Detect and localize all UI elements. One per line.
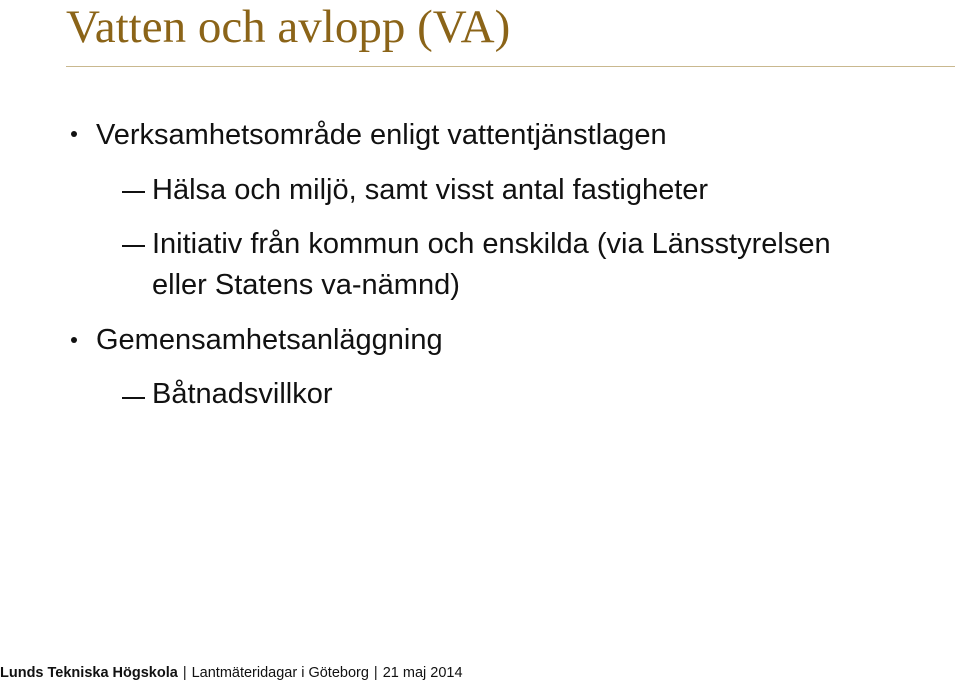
sub-bullet-initiativ-continued: eller Statens va-nämnd)	[152, 269, 460, 301]
title-divider	[66, 66, 955, 67]
bullet-gemensamhetsanlaggning: Gemensamhetsanläggning	[96, 324, 443, 356]
sub-bullet-initiativ: Initiativ från kommun och enskilda (via Länsstyrelsen	[152, 228, 831, 260]
bullet-dot	[71, 131, 77, 137]
slide-footer	[0, 664, 463, 682]
bullet-dot	[71, 337, 77, 343]
sub-bullet-dash	[122, 397, 145, 399]
bullet-verksamhetsomrade: Verksamhetsområde enligt vattentjänstlagen	[96, 119, 667, 151]
sub-bullet-dash	[122, 245, 145, 247]
footer-institution: Lunds Tekniska Högskola	[0, 665, 178, 681]
footer-event: Lantmäteridagar i Göteborg	[191, 665, 369, 681]
footer-separator: |	[182, 665, 187, 681]
sub-bullet-halsa-miljo: Hälsa och miljö, samt visst antal fastigheter	[152, 174, 709, 206]
footer-separator: |	[373, 665, 378, 681]
sub-bullet-dash	[122, 191, 145, 193]
footer-date: 21 maj 2014	[382, 665, 463, 681]
sub-bullet-batnadsvillkor: Båtnadsvillkor	[152, 378, 333, 410]
slide-title: Vatten och avlopp (VA)	[66, 1, 511, 53]
